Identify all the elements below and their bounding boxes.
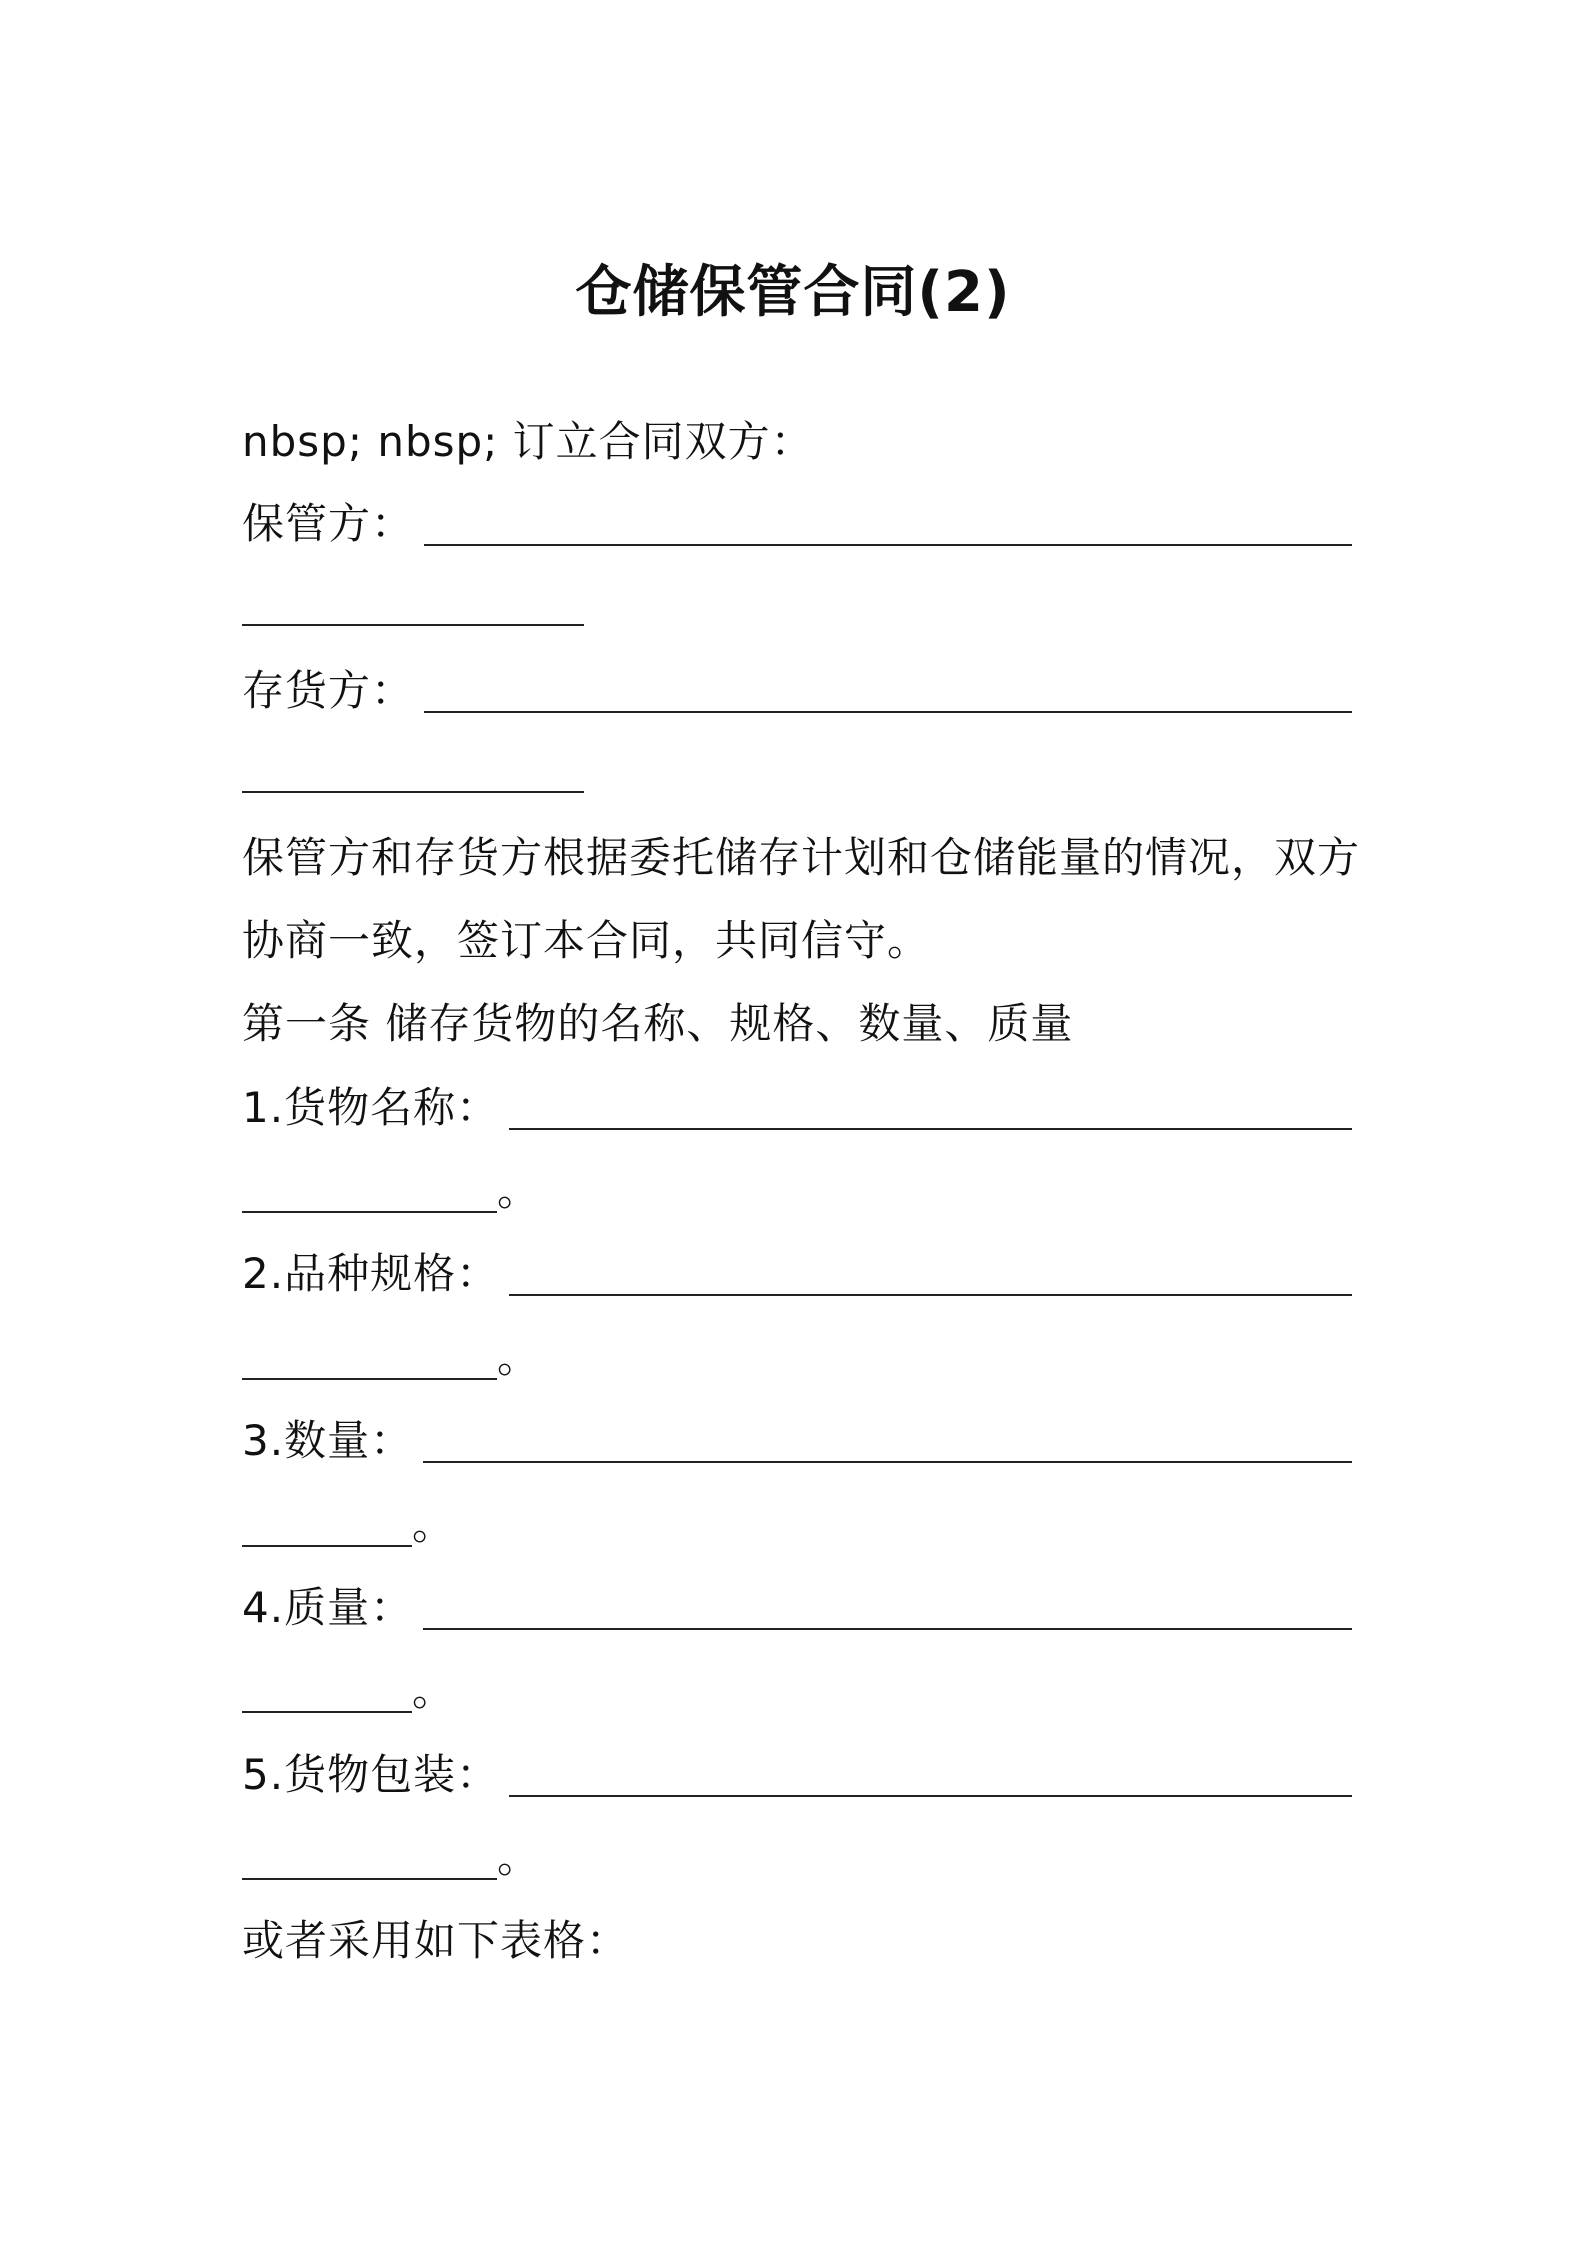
custodian-label: 保管方： xyxy=(242,499,415,548)
intro-line: nbsp; nbsp; 订立合同双方： xyxy=(242,417,814,466)
depositor-label: 存货方： xyxy=(242,666,415,715)
article-1-heading: 第一条 储存货物的名称、规格、数量、质量 xyxy=(242,999,1074,1048)
item-1-label: 1.货物名称： xyxy=(242,1083,500,1132)
item-4-label: 4.质量： xyxy=(242,1583,414,1632)
item-3-label: 3.数量： xyxy=(242,1416,414,1465)
depositor-row xyxy=(242,663,1352,719)
item-5-label: 5.货物包装： xyxy=(242,1750,500,1799)
paragraph-line-2: 协商一致，签订本合同，共同信守。 xyxy=(242,916,931,965)
table-intro: 或者采用如下表格： xyxy=(242,1916,630,1965)
depositor-blank-continued xyxy=(242,747,584,793)
item-3-row xyxy=(242,1413,1352,1469)
paragraph-line-1: 保管方和存货方根据委托储存计划和仓储能量的情况，双方 xyxy=(242,833,1361,882)
item-2-period: 。 xyxy=(497,1333,541,1382)
item-3-period: 。 xyxy=(412,1500,456,1549)
item-4-period: 。 xyxy=(412,1666,456,1715)
depositor-blank xyxy=(424,667,1352,713)
item-3-blank xyxy=(423,1417,1352,1463)
item-3-row-continued xyxy=(242,1497,1352,1553)
item-5-period: 。 xyxy=(497,1833,541,1882)
item-2-label: 2.品种规格： xyxy=(242,1249,500,1298)
item-1-blank xyxy=(509,1084,1352,1130)
item-5-row xyxy=(242,1747,1352,1803)
item-5-blank-continued xyxy=(242,1834,497,1880)
document-title: 仓储保管合同(2) xyxy=(575,260,1011,325)
item-3-blank-continued xyxy=(242,1501,412,1547)
custodian-row xyxy=(242,496,1352,552)
item-4-row-continued xyxy=(242,1663,1352,1719)
item-4-blank-continued xyxy=(242,1667,412,1713)
depositor-row-continued xyxy=(242,747,1352,799)
item-1-row xyxy=(242,1080,1352,1136)
item-5-blank xyxy=(509,1751,1352,1797)
item-4-row xyxy=(242,1580,1352,1636)
custodian-blank xyxy=(424,500,1352,546)
item-2-row-continued xyxy=(242,1330,1352,1386)
custodian-row-continued xyxy=(242,580,1352,632)
item-4-blank xyxy=(423,1584,1352,1630)
item-2-row xyxy=(242,1246,1352,1302)
item-2-blank-continued xyxy=(242,1334,497,1380)
item-1-blank-continued xyxy=(242,1167,497,1213)
item-1-period: 。 xyxy=(497,1166,541,1215)
item-2-blank xyxy=(509,1250,1352,1296)
item-5-row-continued xyxy=(242,1830,1352,1886)
custodian-blank-continued xyxy=(242,580,584,626)
item-1-row-continued xyxy=(242,1163,1352,1219)
